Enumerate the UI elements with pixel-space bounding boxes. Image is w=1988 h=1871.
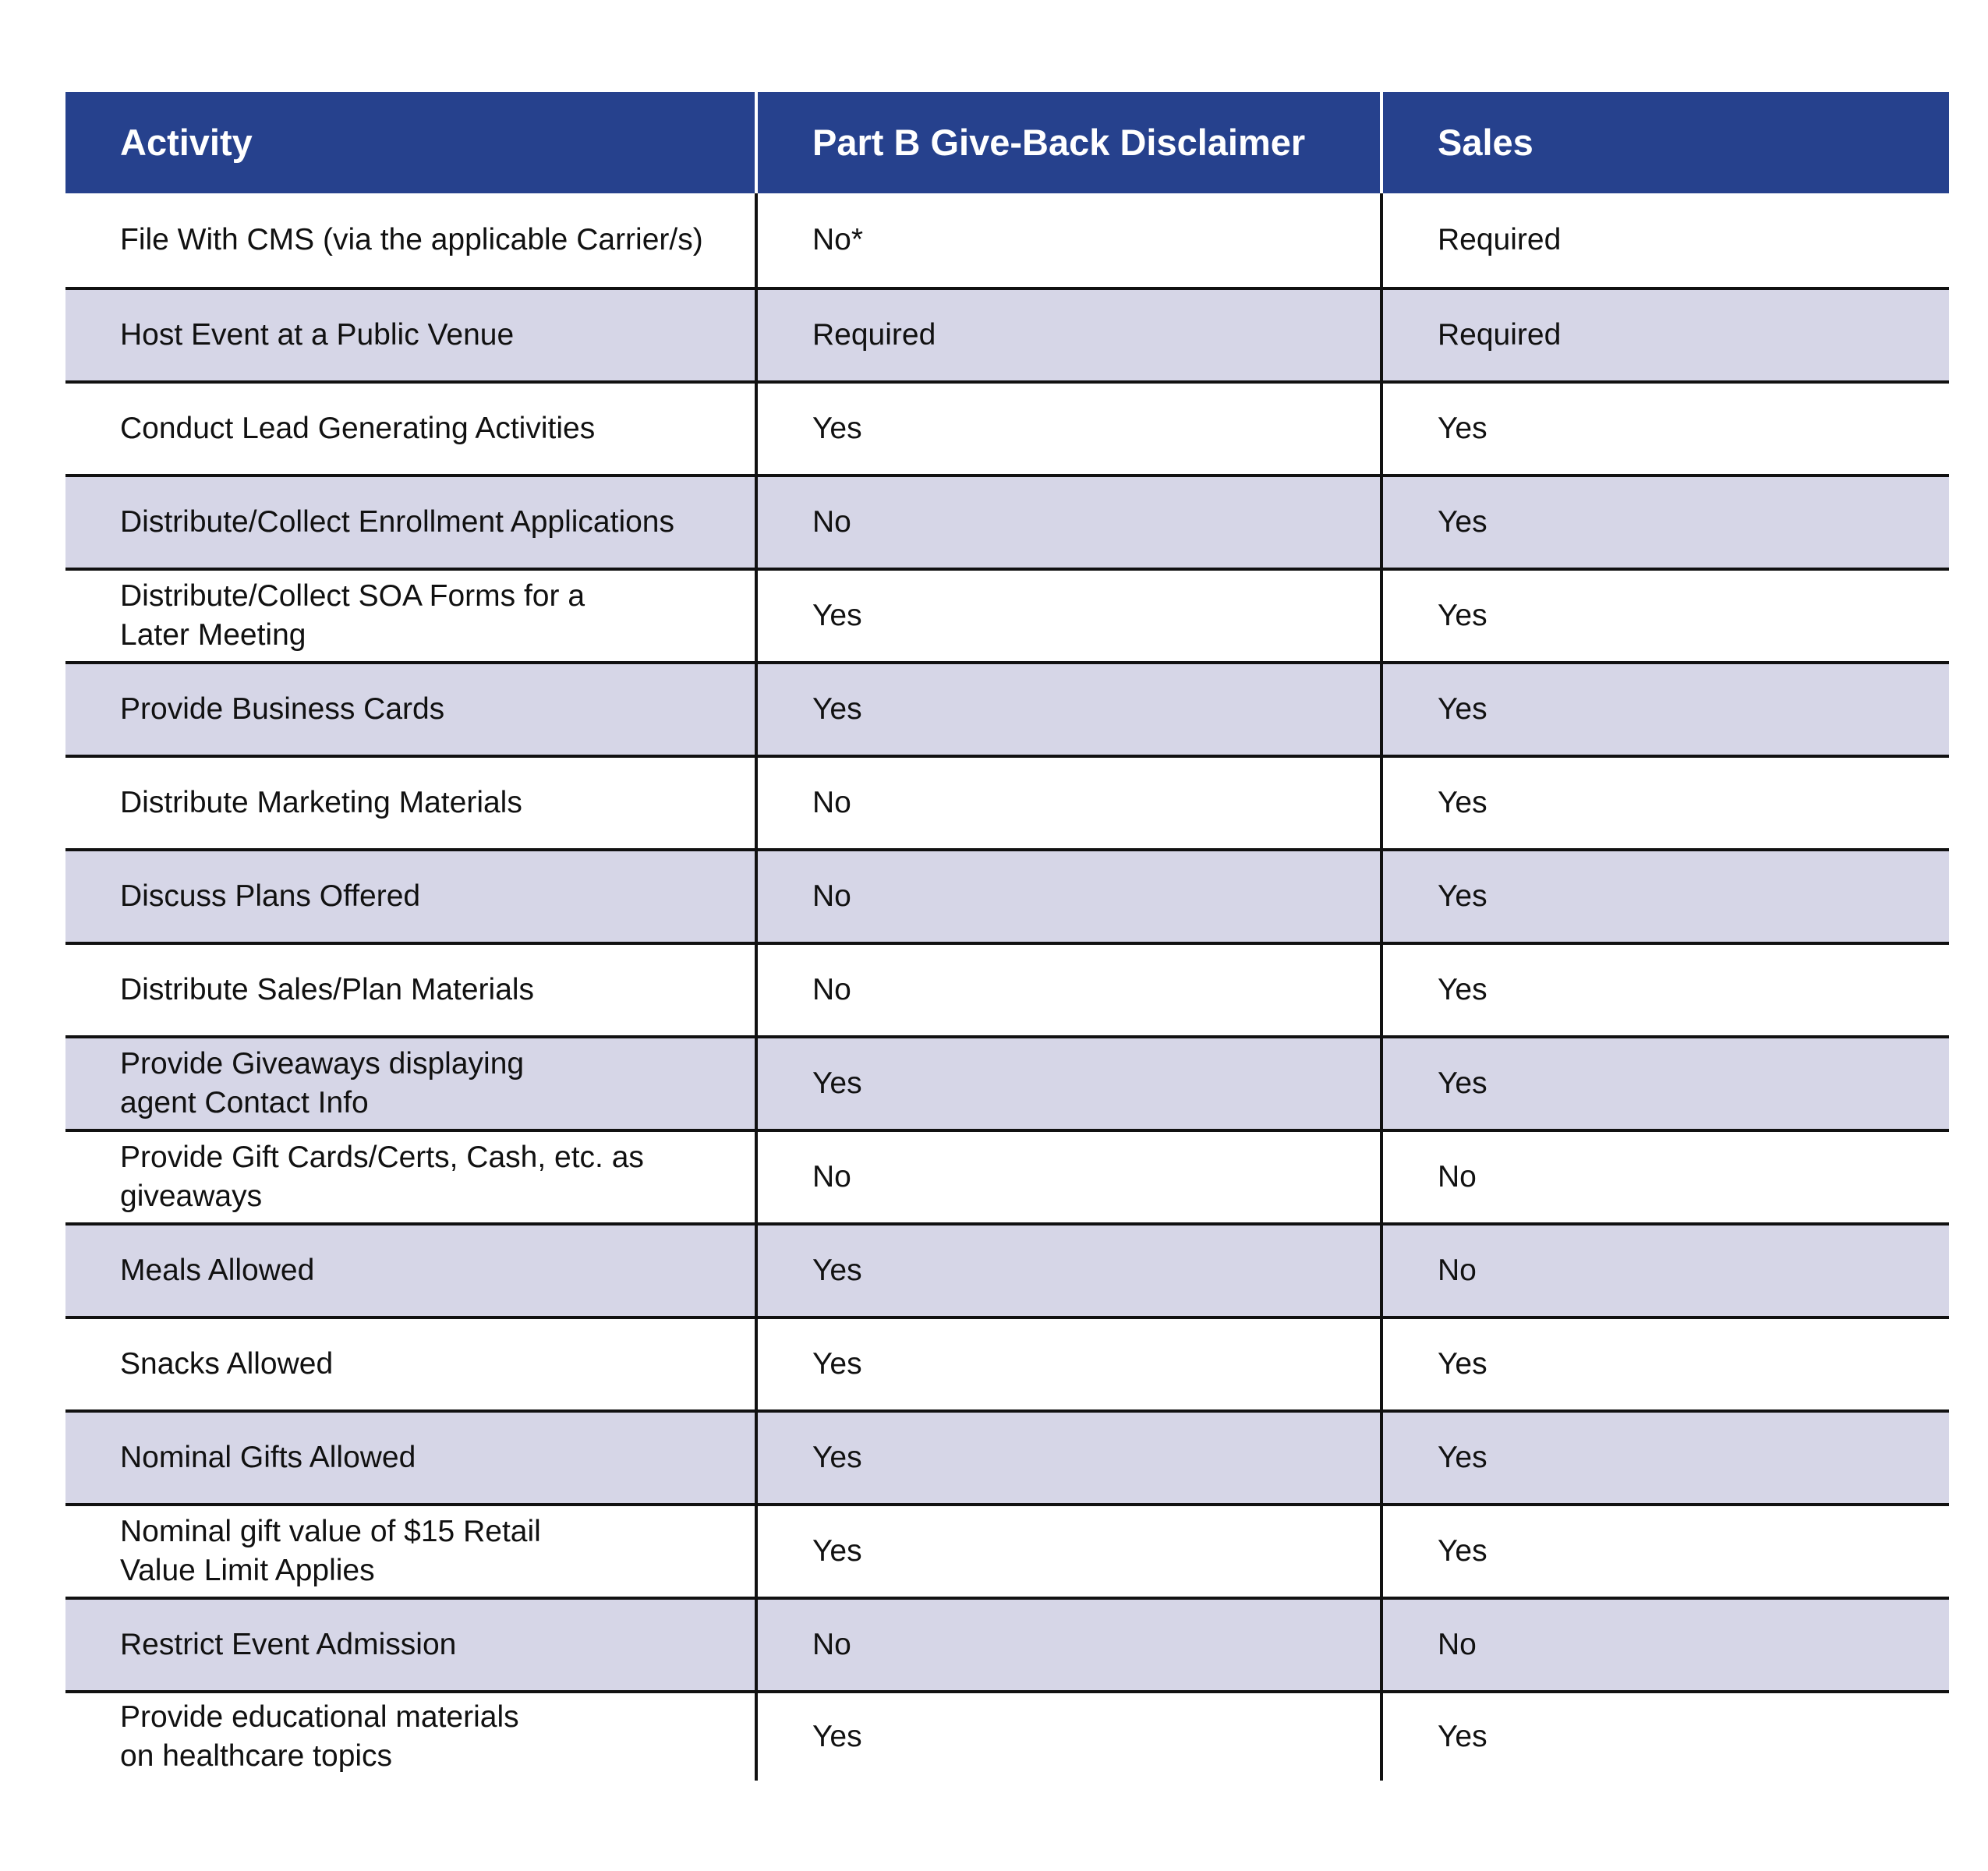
table-row <box>65 1129 1949 1222</box>
sales-cell: No <box>1438 1628 1477 1661</box>
sales-cell: Yes <box>1438 1066 1487 1100</box>
activity-cell: Restrict Event Admission <box>65 1600 758 1690</box>
activity-line-2: Later Meeting <box>120 618 306 652</box>
sales-cell: No <box>1438 1254 1477 1287</box>
part-b-cell: Required <box>758 290 1383 380</box>
table-row <box>65 1690 1949 1781</box>
part-b-cell: Yes <box>758 664 1383 755</box>
table-row <box>65 755 1949 848</box>
table-row <box>65 942 1949 1035</box>
sales-cell: Yes <box>1438 692 1487 726</box>
table-row <box>65 1597 1949 1690</box>
activity-line-1: Distribute/Collect SOA Forms for a <box>120 579 585 613</box>
activity-cell: Distribute Marketing Materials <box>65 758 758 848</box>
sales-cell: Yes <box>1438 505 1487 539</box>
activity-line-2: on healthcare topics <box>120 1739 393 1773</box>
activity-cell: Provide Business Cards <box>65 664 758 755</box>
part-b-cell: No* <box>758 193 1383 287</box>
activity-cell <box>65 1506 758 1597</box>
sales-cell: Yes <box>1438 786 1487 819</box>
table-row <box>65 661 1949 755</box>
table-row <box>65 1222 1949 1316</box>
activity-cell: Meals Allowed <box>65 1226 758 1316</box>
part-b-cell: No <box>758 851 1383 942</box>
part-b-cell: No <box>758 1132 1383 1222</box>
activity-cell <box>65 1693 758 1781</box>
activity-cell: Distribute/Collect Enrollment Applications <box>65 477 758 568</box>
part-b-cell: No <box>758 1600 1383 1690</box>
activity-line-2: Value Limit Applies <box>120 1554 375 1587</box>
part-b-cell: Yes <box>758 1693 1383 1781</box>
part-b-cell: Yes <box>758 1319 1383 1409</box>
part-b-cell: Yes <box>758 384 1383 474</box>
activity-cell: Discuss Plans Offered <box>65 851 758 942</box>
part-b-cell: No <box>758 477 1383 568</box>
table-row <box>65 380 1949 474</box>
sales-cell: No <box>1438 1160 1477 1194</box>
activity-cell: Distribute Sales/Plan Materials <box>65 945 758 1035</box>
part-b-cell: No <box>758 758 1383 848</box>
activity-cell: Host Event at a Public Venue <box>65 290 758 380</box>
part-b-cell: Yes <box>758 1506 1383 1597</box>
activity-line-1: Provide Giveaways displaying <box>120 1047 525 1081</box>
sales-cell: Required <box>1438 223 1562 256</box>
sales-cell: Yes <box>1438 412 1487 445</box>
part-b-cell: Yes <box>758 1413 1383 1503</box>
activity-cell <box>65 1132 758 1222</box>
table-row <box>65 1035 1949 1129</box>
activity-line-1: Provide educational materials <box>120 1700 519 1734</box>
table-row <box>65 193 1949 287</box>
sales-cell: Required <box>1438 318 1562 352</box>
sales-cell: Yes <box>1438 1347 1487 1381</box>
column-header-sales: Sales <box>1438 122 1533 163</box>
part-b-cell: No <box>758 945 1383 1035</box>
sales-cell: Yes <box>1438 879 1487 913</box>
table-header-row <box>65 92 1949 193</box>
activity-cell: Nominal Gifts Allowed <box>65 1413 758 1503</box>
table-row <box>65 1503 1949 1597</box>
activity-cell: Snacks Allowed <box>65 1319 758 1409</box>
table-row <box>65 474 1949 568</box>
activity-cell <box>65 1038 758 1129</box>
part-b-cell: Yes <box>758 1038 1383 1129</box>
column-header-part-b-give-back-disclaimer: Part B Give-Back Disclaimer <box>758 92 1383 193</box>
table-row <box>65 1316 1949 1409</box>
activity-comparison-table <box>65 92 1949 1781</box>
sales-cell: Yes <box>1438 599 1487 632</box>
part-b-cell: Yes <box>758 571 1383 661</box>
table-row <box>65 287 1949 380</box>
table-row <box>65 1409 1949 1503</box>
activity-cell: File With CMS (via the applicable Carrier/s) <box>65 193 758 287</box>
activity-line-1: Provide Gift Cards/Certs, Cash, etc. as <box>120 1141 644 1174</box>
sales-cell: Yes <box>1438 1441 1487 1474</box>
table-row <box>65 568 1949 661</box>
sales-cell: Yes <box>1438 1534 1487 1568</box>
activity-cell <box>65 571 758 661</box>
activity-line-1: Nominal gift value of $15 Retail <box>120 1515 541 1548</box>
activity-line-2: giveaways <box>120 1180 263 1213</box>
part-b-cell: Yes <box>758 1226 1383 1316</box>
activity-cell: Conduct Lead Generating Activities <box>65 384 758 474</box>
sales-cell: Yes <box>1438 973 1487 1006</box>
column-header-activity: Activity <box>65 92 758 193</box>
activity-line-2: agent Contact Info <box>120 1086 369 1119</box>
table-row <box>65 848 1949 942</box>
sales-cell: Yes <box>1438 1720 1487 1753</box>
